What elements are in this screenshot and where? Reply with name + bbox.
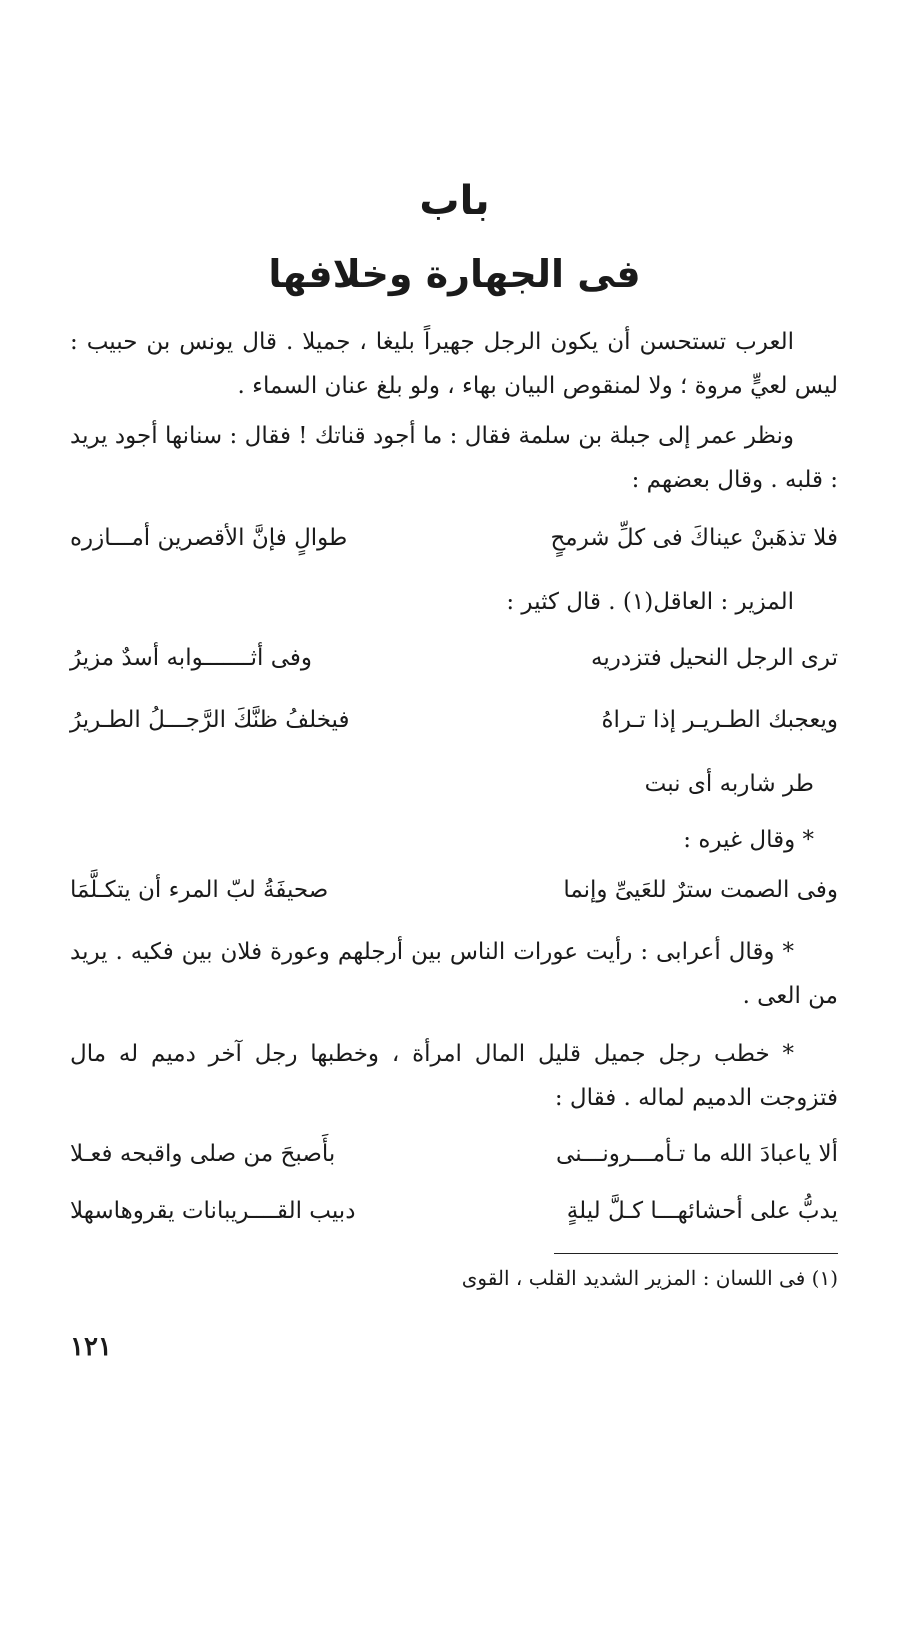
verse-5-first-hemistich: ألا ياعبادَ الله ما تـأمـــرونـــنى	[556, 1141, 838, 1167]
verse-2-second-hemistich: وفى أثـــــــوابه أسدٌ مزيرُ	[70, 645, 313, 671]
verse-3	[70, 707, 838, 757]
verse-1-second-hemistich: طوالٍ فإنَّ الأقصرين أمـــازره	[70, 525, 348, 551]
verse-3-first-hemistich: ويعجبك الطـريـر إذا تـراهُ	[601, 707, 838, 733]
chapter-subheading: فى الجهارة وخلافها	[268, 252, 641, 296]
verse-5-second-hemistich: بأَصبحَ من صلى واقبحه فعـلا	[70, 1141, 336, 1167]
verse-4-first-hemistich: وفى الصمت سترٌ للعَيىِّ وإنما	[563, 877, 838, 903]
verse-2-first-hemistich: ترى الرجل النحيل فتزدريه	[590, 645, 838, 671]
paragraph-3: المزير : العاقل(١) . قال كثير :	[506, 589, 794, 615]
paragraph-2: ونظر عمر إلى جبلة بن سلمة فقال : ما أجود قناتك ! فقال : سنانها أجود يريد : قلبه . وقال بعضهم :	[70, 423, 838, 493]
verse-6	[70, 1198, 838, 1248]
verse-3-second-hemistich: فيخلفُ ظنَّكَ الرَّجـــلُ الطـريرُ	[70, 707, 350, 733]
verse-2	[70, 645, 838, 695]
verse-4	[70, 877, 838, 927]
paragraph-7: * خطب رجل جميل قليل المال امرأة ، وخطبها رجل آخر دميم له مال فتزوجت الدميم لماله . فقال :	[70, 1041, 838, 1111]
verse-4-second-hemistich: صحيفَةُ لبّ المرء أن يتكـلَّمَا	[70, 877, 329, 903]
footnote: (١) فى اللسان : المزير الشديد القلب ، القوى	[461, 1266, 838, 1290]
verse-6-first-hemistich: يدبُّ على أحشائهـــا كـلَّ ليلةٍ	[566, 1198, 838, 1224]
verse-1	[70, 525, 838, 575]
paragraph-4: طر شاربه أى نبت	[644, 771, 814, 797]
verse-6-second-hemistich: دبيب القــــريبانات يقروهاسهلا	[70, 1198, 356, 1224]
paragraph-1: العرب تستحسن أن يكون الرجل جهيراً بليغا ، جميلا . قال يونس بن حبيب : ليس لعيٍّ مروة ؛ ولا لمنقوص البيان بهاء ، ولو بلغ عنان السماء .	[70, 329, 838, 399]
chapter-heading: باب	[419, 178, 490, 224]
verse-5	[70, 1141, 838, 1191]
verse-1-first-hemistich: فلا تذهَبنْ عيناكَ فى كلِّ شرمحٍ	[550, 525, 838, 551]
footnote-divider	[554, 1253, 838, 1254]
page-number: ١٢١	[70, 1332, 112, 1362]
paragraph-5: * وقال غيره :	[683, 827, 814, 853]
paragraph-6: * وقال أعرابى : رأيت عورات الناس بين أرجلهم وعورة فلان بين فكيه . يريد من العى .	[70, 939, 838, 1009]
